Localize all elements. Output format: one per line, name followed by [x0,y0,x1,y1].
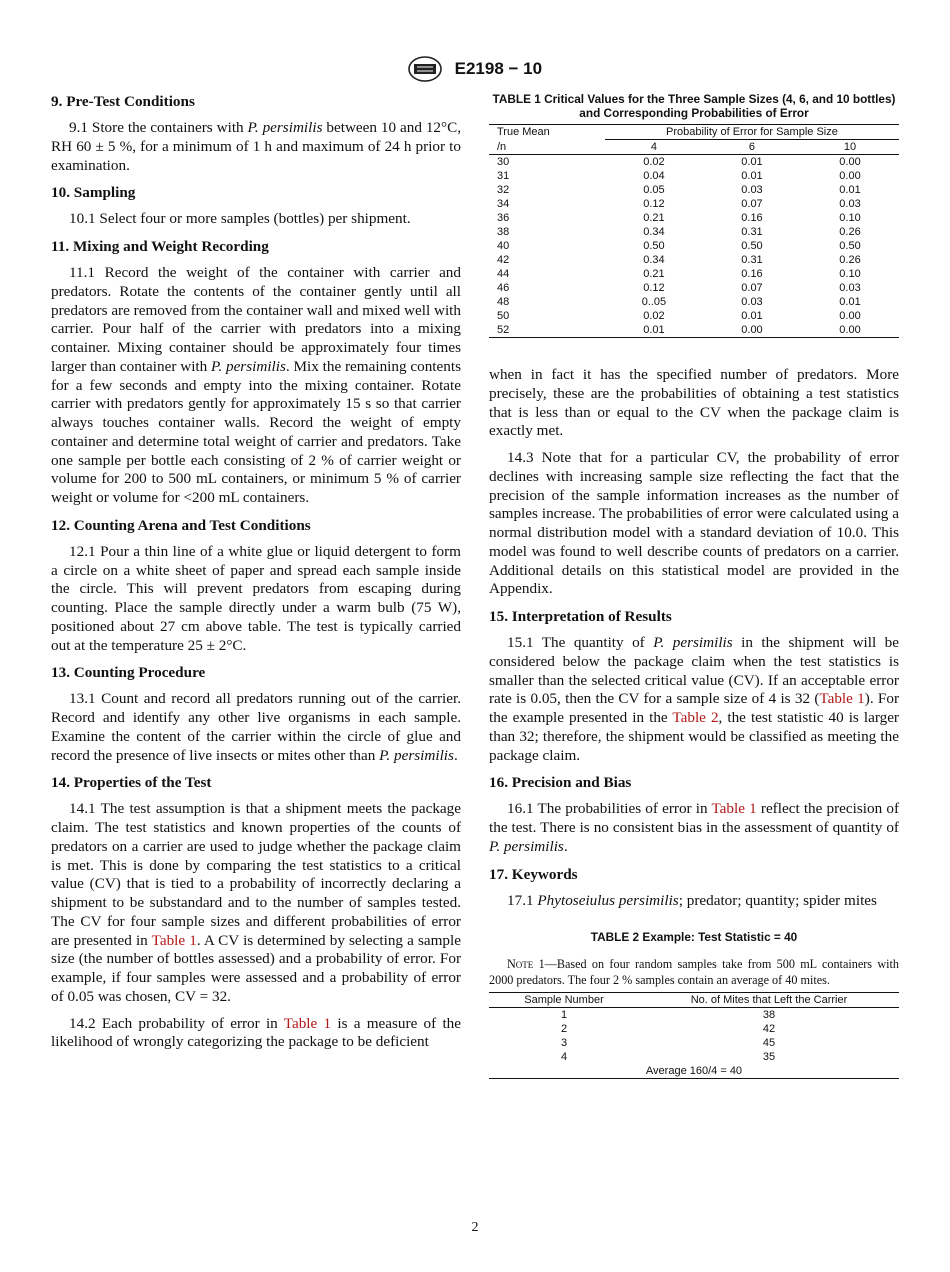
table-2-head-sample: Sample Number [489,993,639,1008]
left-column [51,92,461,1060]
table-1-mean-cell: 42 [497,254,510,266]
table-1-link[interactable]: Table 1 [819,690,865,708]
table-1-prob-cell: 0.34 [643,254,665,266]
table-1-prob-cell: 0.01 [643,324,665,336]
table-1-row [489,225,899,239]
table-1-prob-cell: 0.00 [839,156,861,168]
table-1-head-mean: True Mean [497,126,550,139]
table-1-row [489,211,899,225]
table-1-mean-cell: 38 [497,226,510,238]
section-17-title: 17. Keywords [489,865,578,883]
table-1-prob-cell: 0.50 [741,240,763,252]
table-1-mean-cell: 40 [497,240,510,252]
table-1-mean-cell: 32 [497,184,510,196]
table-1-prob-cell: 0.01 [741,156,763,168]
table-1-prob-cell: 0..05 [641,296,667,308]
astm-logo-icon [408,56,442,82]
table-1-row [489,267,899,281]
table-1-prob-cell: 0.07 [741,282,763,294]
table-1-prob-cell: 0.16 [741,268,763,280]
para-14-2: 14.2 Each probability of error in Table 1 is a measure of the likelihood of wrongly categorizing the package to be deficient [51,1014,462,1051]
table-2-row [489,1022,899,1036]
table-2-row [489,1036,899,1050]
section-9-title: 9. Pre-Test Conditions [51,93,195,110]
table-1-mean-cell: 31 [497,170,510,182]
table-1-row [489,197,899,211]
table-1-prob-cell: 0.26 [839,254,861,266]
table-1-prob-cell: 0.31 [741,226,763,238]
table-1 [489,124,899,338]
para-14-1: 14.1 The test assumption is that a shipment meets the package claim. The test statistics and known properties of the counts of predators on a carrier are used to judge whether the package claim is met. This is done by comparing the test statistics to a critical value (CV) that is tied to a probability of incorrectly declaring a shipment to be substandard and to the number of samples tested. The CV for four sample sizes and different probabilities of error are presented in Table 1. A CV is determined by selecting a sample size (the number of bottles assessed) and a probability of error. For example, if four samples were assessed and a probability of error of 0.05 was chosen, CV = 32. [51,800,461,1005]
table-1-mean-cell: 34 [497,198,510,210]
table-1-caption: TABLE 1 Critical Values for the Three Sample Sizes (4, 6, and 10 bottles) and Corresponding Probabilities of Error [492,92,896,120]
table-2-sample-cell: 2 [560,1023,568,1036]
table-1-prob-cell: 0.02 [643,310,665,322]
para-12-1: 12.1 Pour a thin line of a white glue or liquid detergent to form a circle on a white sheet of paper and spread each sample inside the circle. This will prevent predators from escaping during counting. Place the sample directly under a warm bulb (75 W), positioned about 27 cm above table. The test is typically carried out at the temperature 25 ± 2°C. [51,542,461,654]
section-13-title: 13. Counting Procedure [51,664,206,682]
table-1-prob-cell: 0.02 [643,156,665,168]
table-1-prob-cell: 0.21 [643,268,665,280]
table-1-prob-cell: 0.03 [839,282,861,294]
table-1-head-n: /n [489,140,605,155]
table-2-average: Average 160/4 = 40 [645,1065,743,1078]
page-number: 2 [471,1220,479,1235]
table-2-mites-cell: 45 [762,1037,776,1050]
table-1-prob-cell: 0.03 [839,198,861,210]
para-11-1: 11.1 Record the weight of the container with carrier and predators. Rotate the contents of the container gently until all predators are removed from the container wall and mixed well with carrier. Pour half of the carrier with predators into a mixing container. Mixing container should be approximately four times larger than container with P. persimilis. Mix the remaining contents for a few seconds and empty into the mixing container. Rotate carrier with predators gently for approximately 15 s so that carrier always touches container walls. Record the weight of empty container and determine total weight of carrier and predators. Take one sample per bottle each consisting of 2 % of carrier weight or volume for 200 to 500 mL containers, or minimum 5 % of carrier weight or volume for <200 mL containers. [51,264,461,506]
table-1-prob-cell: 0.00 [839,170,861,182]
table-1-mean-cell: 48 [497,296,510,308]
section-10-title: 10. Sampling [51,184,136,202]
table-2-link[interactable]: Table 2 [672,709,719,726]
table-1-prob-cell: 0.31 [741,254,763,266]
table-2-mites-cell: 42 [762,1023,776,1036]
table-1-prob-cell: 0.04 [643,170,665,182]
table-1-prob-cell: 0.21 [643,212,665,224]
para-15-1: 15.1 The quantity of P. persimilis in the shipment will be considered below the package claim when the test statistics is smaller than the selected critical value (CV). If an acceptable error rate is 0.05, then the CV for a sample size of 4 is 32 (Table 1). For the example presented in the Table 2, the test statistic 40 is larger than 32; therefore, the shipment would be classified as meeting the package claim. [489,634,900,764]
standard-designation: E2198 − 10 [454,59,543,78]
table-1-prob-cell: 0.50 [839,240,861,252]
table-1-prob-cell: 0.12 [643,282,665,294]
table-1-prob-cell: 0.03 [741,184,763,196]
section-14-title: 14. Properties of the Test [51,774,212,792]
para-9-1: 9.1 Store the containers with P. persimilis between 10 and 12°C, RH 60 ± 5 %, for a minimum of 1 h and maximum of 24 h prior to examination. [51,119,462,174]
table-2-row [489,1050,899,1064]
section-11-title: 11. Mixing and Weight Recording [51,238,269,255]
table-1-link[interactable]: Table 1 [711,800,757,818]
para-14-3: 14.3 Note that for a particular CV, the probability of error declines with increasing sample size reflecting the fact that the precision of the sample information increases as the number of samples increase. The probabilities of error were calculated using a normal distribution model with a standard deviation of 10.0. This model was found to well describe counts of predators on a carrier. Additional details on this statistical model are provided in the Appendix. [489,449,899,598]
table-2-sample-cell: 1 [560,1009,568,1022]
section-12-title: 12. Counting Arena and Test Conditions [51,516,311,534]
para-17-1: 17.1 Phytoseiulus persimilis; predator; quantity; spider mites [507,891,877,909]
table-1-row [489,309,899,323]
table-1-size-head: 6 [703,140,801,155]
table-1-mean-cell: 30 [497,156,510,168]
table-1-prob-cell: 0.26 [839,226,861,238]
table-1-prob-cell: 0.03 [741,296,763,308]
table-2-body [489,1008,899,1065]
table-1-row [489,183,899,197]
section-16-title: 16. Precision and Bias [489,774,632,792]
table-1-row [489,295,899,309]
table-1-prob-cell: 0.50 [643,240,665,252]
table-1-body [489,155,899,338]
table-1-prob-cell: 0.05 [643,184,665,196]
table-1-prob-cell: 0.16 [741,212,763,224]
table-2 [489,992,899,1079]
table-1-prob-cell: 0.10 [839,268,861,280]
table-1-row [489,323,899,338]
para-10-1: 10.1 Select four or more samples (bottles) per shipment. [69,210,411,228]
table-1-prob-cell: 0.00 [839,324,861,336]
para-16-1: 16.1 The probabilities of error in Table 1 reflect the precision of the test. There is no consistent bias in the assessment of quantity of P. persimilis. [489,800,900,855]
table-1-row [489,239,899,253]
table-1-mean-cell: 44 [497,268,510,280]
page-header [0,56,950,82]
table-1-row [489,281,899,295]
table-1-prob-cell: 0.01 [839,296,861,308]
table-1-prob-cell: 0.01 [741,310,763,322]
table-1-row [489,155,899,170]
table-1-span-head: Probability of Error for Sample Size [605,125,899,140]
table-1-prob-cell: 0.01 [741,170,763,182]
table-2-head-mites: No. of Mites that Left the Carrier [639,993,899,1008]
table-1-mean-cell: 52 [497,324,510,336]
table-2-sample-cell: 3 [560,1037,568,1050]
table-1-prob-cell: 0.00 [839,310,861,322]
table-1-prob-cell: 0.12 [643,198,665,210]
table-1-prob-cell: 0.01 [839,184,861,196]
table-1-size-head: 4 [605,140,703,155]
table-1-prob-cell: 0.10 [839,212,861,224]
table-1-link[interactable]: Table 1 [151,931,197,949]
table-1-prob-cell: 0.34 [643,226,665,238]
para-14-2-continued: when in fact it has the specified number of predators. More precisely, these are the probabilities of obtaining a test statistics that is less than or equal to the CV when the package claim is exactly met. [489,366,899,440]
table-1-link[interactable]: Table 1 [283,1014,332,1032]
table-1-prob-cell: 0.07 [741,198,763,210]
table-1-mean-cell: 50 [497,310,510,322]
table-1-row [489,169,899,183]
table-1-prob-cell: 0.00 [741,324,763,336]
table-1-mean-cell: 36 [497,212,510,224]
table-2-mites-cell: 38 [762,1009,776,1022]
right-column [489,92,899,1079]
table-1-size-head: 10 [801,140,899,155]
table-2-caption: TABLE 2 Example: Test Statistic = 40 [590,930,798,945]
table-2-sample-cell: 4 [560,1051,568,1064]
table-1-mean-cell: 46 [497,282,510,294]
table-2-note: Note 1—Based on four random samples take from 500 mL containers with 2000 predators. The four 2 % samples contain an average of 40 mites. [489,957,899,988]
section-15-title: 15. Interpretation of Results [489,608,672,625]
table-2-mites-cell: 35 [762,1051,776,1064]
table-2-row [489,1008,899,1023]
table-1-row [489,253,899,267]
para-13-1: 13.1 Count and record all predators running out of the carrier. Record and identify any other live organisms in each sample. Examine the content of the carrier within the circle of glue and record the presence of live insects or mites other than P. persimilis. [51,690,461,764]
